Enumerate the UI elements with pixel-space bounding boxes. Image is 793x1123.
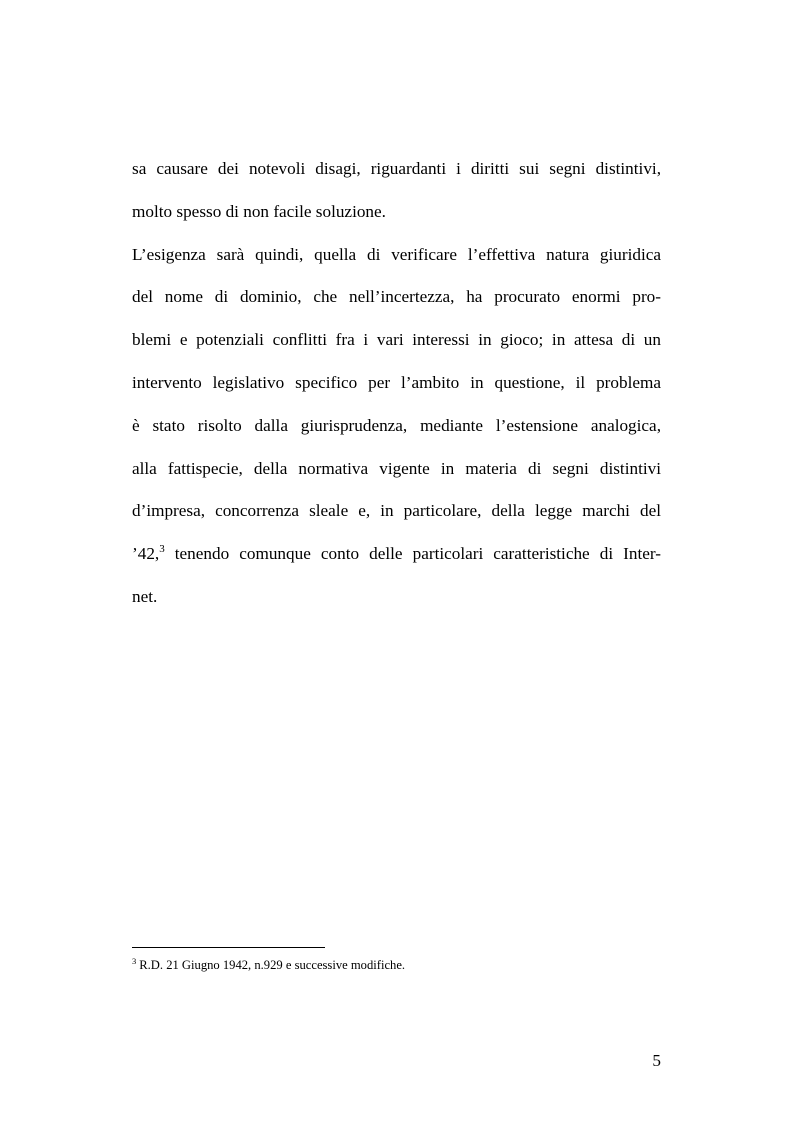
text-line: net. (132, 586, 158, 606)
text-line: è stato risolto dalla giurisprudenza, mediante l’estensione analogica, (132, 415, 661, 435)
text-line: intervento legislativo specifico per l’ambito in questione, il problema (132, 372, 661, 392)
footnote-number: 3 (132, 956, 137, 966)
body-text (132, 148, 661, 619)
text-fragment: tenendo comunque conto delle particolari caratteristiche di Inter- (164, 544, 661, 564)
text-line: d’impresa, concorrenza sleale e, in particolare, della legge marchi del (132, 501, 661, 521)
text-line: blemi e potenziali conflitti fra i vari interessi in gioco; in attesa di un (132, 330, 661, 350)
footnote-separator (132, 947, 325, 948)
footnote-reference[interactable]: 3 (159, 543, 165, 556)
text-line-with-footnote (132, 533, 661, 576)
footnote-text: R.D. 21 Giugno 1942, n.929 e successive modifiche. (139, 958, 406, 972)
text-line: alla fattispecie, della normativa vigente in materia di segni distintivi (132, 458, 661, 478)
text-line: L’esigenza sarà quindi, quella di verificare l’effettiva natura giuridica (132, 244, 661, 264)
text-line: sa causare dei notevoli disagi, riguardanti i diritti sui segni distintivi, (132, 159, 661, 178)
text-fragment: ’42, (132, 544, 160, 564)
text-line: del nome di dominio, che nell’incertezza, ha procurato enormi pro- (132, 287, 661, 307)
text-line: molto spesso di non facile soluzione. (132, 201, 386, 221)
footnote (132, 957, 661, 974)
page-number: 5 (652, 1051, 661, 1070)
